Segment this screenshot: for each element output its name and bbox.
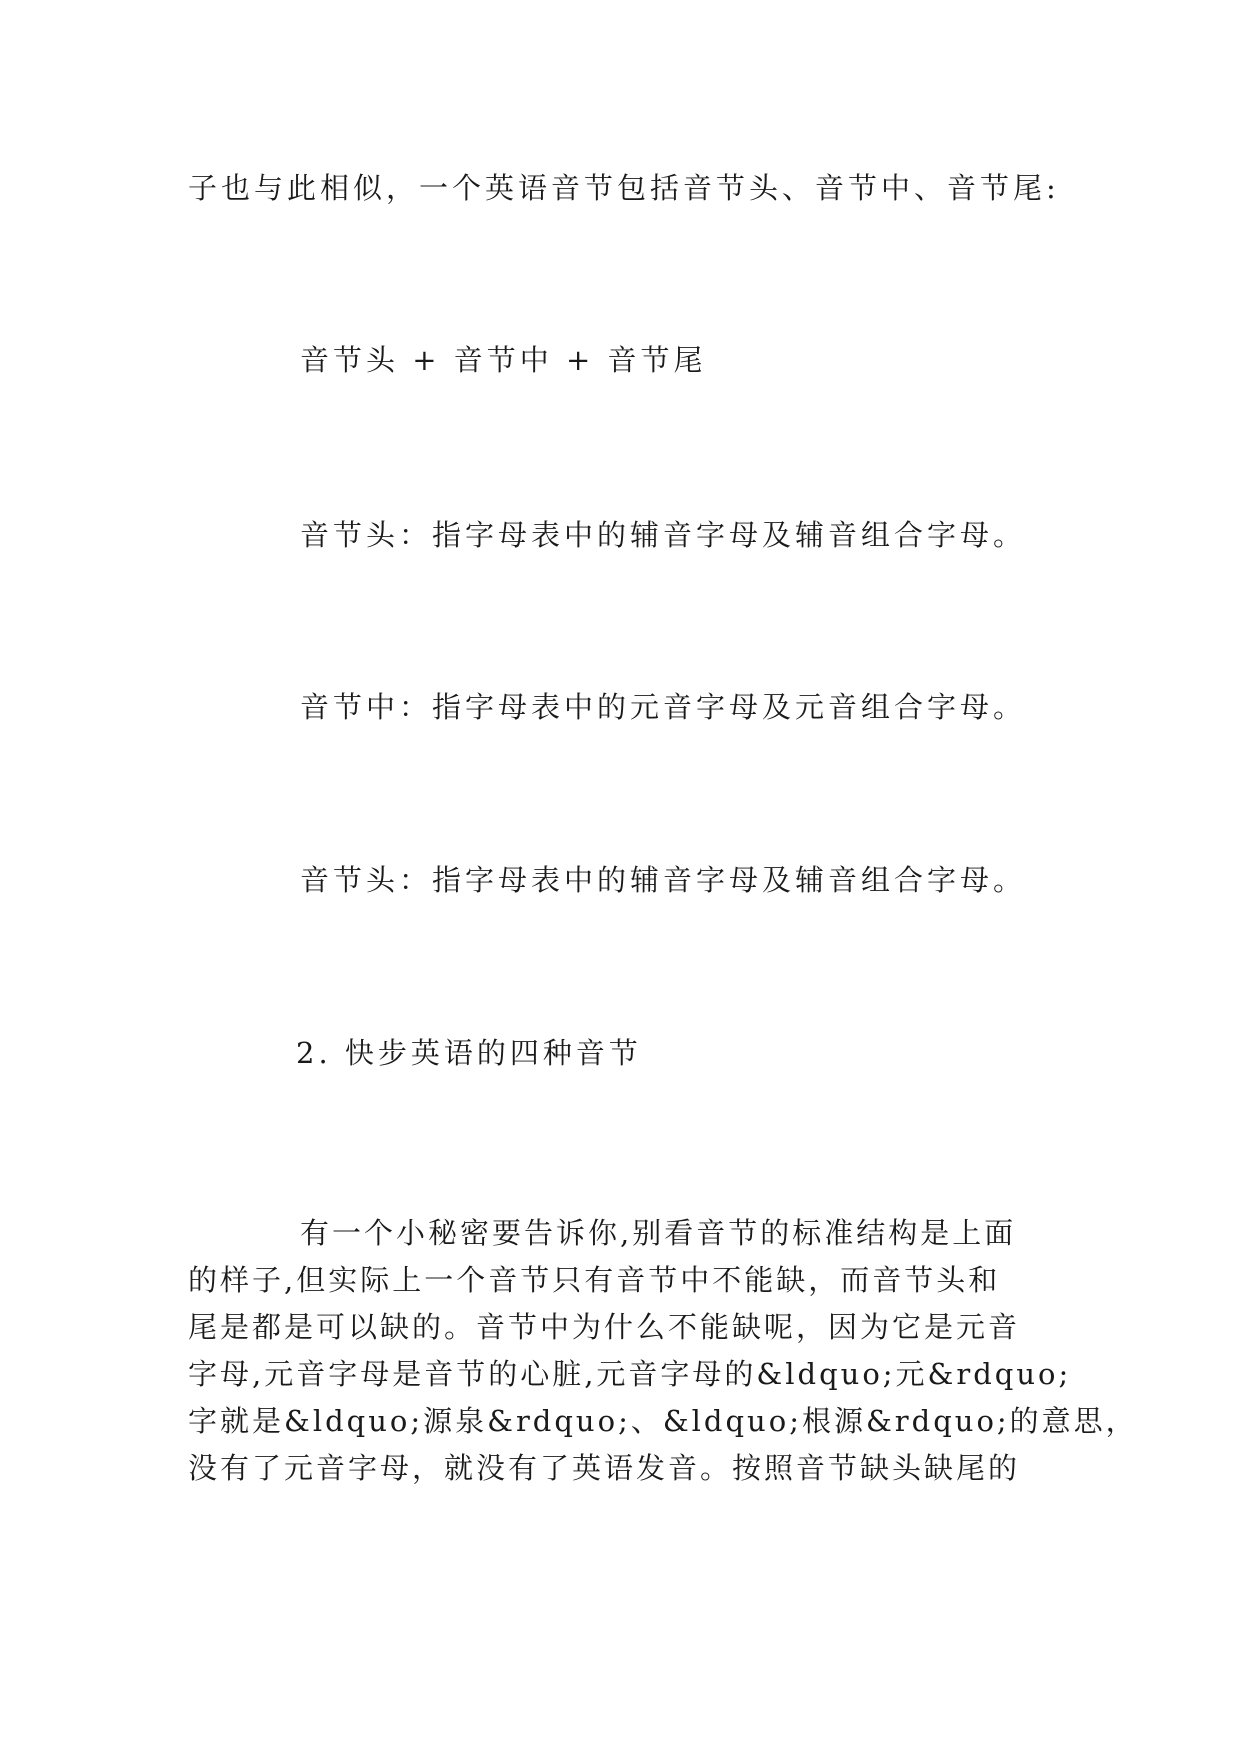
paragraph-line: 字母,元音字母是音节的心脏,元音字母的&ldquo;元&rdquo; xyxy=(188,1357,1072,1391)
text-line-intro: 子也与此相似，一个英语音节包括音节头、音节中、音节尾: xyxy=(188,171,1060,205)
paragraph-line: 的样子,但实际上一个音节只有音节中不能缺，而音节头和 xyxy=(188,1263,1001,1297)
body-paragraph xyxy=(188,1210,1138,1492)
paragraph-line: 有一个小秘密要告诉你,别看音节的标准结构是上面 xyxy=(300,1216,1017,1250)
section-heading: 2. 快步英语的四种音节 xyxy=(296,1036,642,1070)
paragraph-line: 尾是都是可以缺的。音节中为什么不能缺呢，因为它是元音 xyxy=(188,1310,1021,1344)
definition-head: 音节头：指字母表中的辅音字母及辅音组合字母。 xyxy=(300,518,1027,552)
definition-middle: 音节中：指字母表中的元音字母及元音组合字母。 xyxy=(300,690,1027,724)
definition-tail: 音节头：指字母表中的辅音字母及辅音组合字母。 xyxy=(300,863,1027,897)
paragraph-line: 没有了元音字母，就没有了英语发音。按照音节缺头缺尾的 xyxy=(188,1451,1021,1485)
paragraph-line: 字就是&ldquo;源泉&rdquo;、&ldquo;根源&rdquo;的意思， xyxy=(188,1404,1138,1438)
syllable-formula: 音节头 + 音节中 + 音节尾 xyxy=(300,343,707,377)
